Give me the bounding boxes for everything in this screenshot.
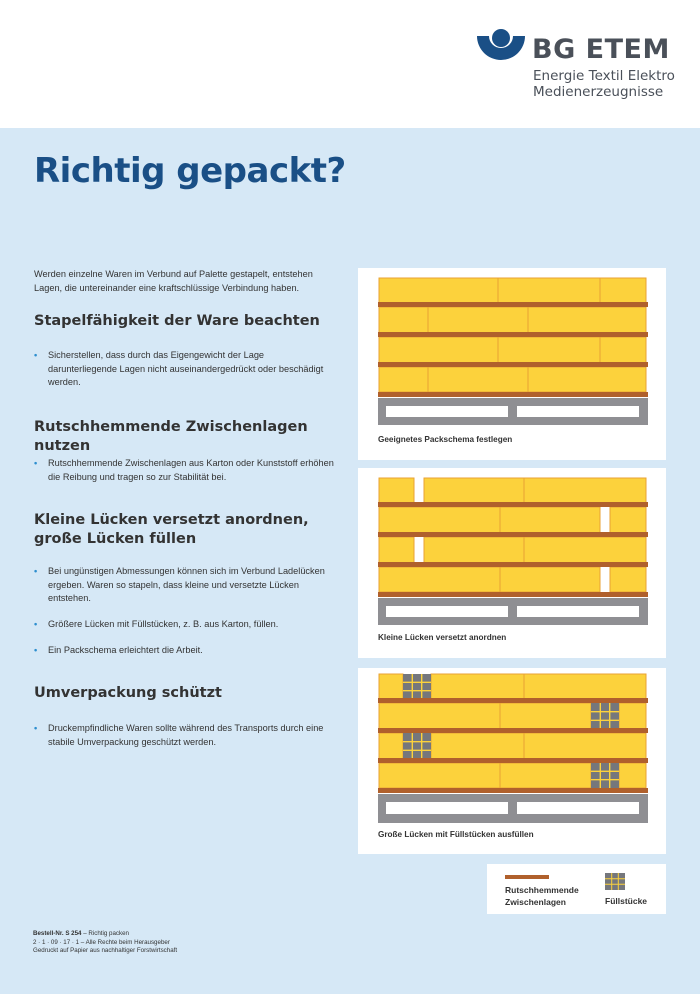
figure-caption-1: Geeignetes Packschema festlegen (378, 435, 513, 444)
filler-piece (403, 733, 431, 759)
package-box (379, 763, 500, 788)
figure-large-gaps (358, 668, 666, 854)
footer-order-number: Bestell-Nr. S 254 (33, 930, 82, 937)
figure-small-gaps (358, 468, 666, 658)
package-box (610, 567, 646, 592)
package-box (379, 674, 403, 699)
heading-packaging: Umverpackung schützt (34, 685, 222, 701)
heading-stacking: Stapelfähigkeit der Ware beachten (34, 313, 320, 329)
package-box (524, 674, 646, 699)
package-box (379, 507, 500, 533)
package-box (428, 367, 528, 392)
package-box (428, 307, 528, 333)
bullet-interlayers: • Rutschhemmende Zwischenlagen aus Karton oder Kunststoff erhöhen die Reibung und tragen so zur Stabilität bei. (34, 457, 334, 484)
brand-subtitle-line1: Energie Textil Elektro (533, 68, 675, 84)
bg-etem-logo-icon (476, 29, 528, 69)
package-box (500, 703, 591, 729)
filler-piece (403, 674, 431, 699)
footer-order-line (33, 930, 177, 939)
anti-slip-interlayer (378, 502, 648, 507)
bullet-gaps-3: • Ein Packschema erleichtert die Arbeit. (34, 644, 334, 658)
anti-slip-interlayer (378, 788, 648, 793)
figure-packing-scheme (358, 268, 666, 460)
package-box (500, 567, 600, 592)
bullet-stacking: • Sicherstellen, dass durch das Eigengewicht der Lage darunterliegende Lagen nicht auseinandergedrückt oder beschädigt werden. (34, 349, 334, 390)
interlayer-legend-swatch (505, 875, 549, 879)
package-box (500, 507, 600, 533)
package-box (379, 337, 498, 363)
package-box (424, 537, 524, 563)
package-box (379, 478, 414, 503)
anti-slip-interlayer (378, 532, 648, 537)
figure-caption-2: Kleine Lücken versetzt anordnen (378, 633, 507, 642)
heading-interlayers: Rutschhemmende Zwischenlagen nutzen (34, 419, 308, 454)
package-box (424, 478, 524, 503)
anti-slip-interlayer (378, 392, 648, 397)
package-box (528, 307, 646, 333)
page-title: Richtig gepackt? (34, 151, 346, 191)
anti-slip-interlayer (378, 332, 648, 337)
legend (487, 864, 666, 914)
header (0, 0, 700, 128)
package-box (498, 337, 600, 363)
bullet-gaps-2: • Größere Lücken mit Füllstücken, z. B. aus Karton, füllen. (34, 618, 334, 632)
package-box (600, 337, 646, 363)
package-box (379, 733, 403, 759)
footer-order-title: – Richtig packen (81, 930, 129, 937)
pallet-illustration-3 (358, 668, 666, 854)
package-box (431, 733, 524, 759)
anti-slip-interlayer (378, 562, 648, 567)
package-box (379, 278, 498, 303)
anti-slip-interlayer (378, 302, 648, 307)
package-box (524, 537, 646, 563)
package-box (431, 674, 524, 699)
package-box (619, 703, 646, 729)
bullet-gaps-1: • Bei ungünstigen Abmessungen können sich im Verbund Ladelücken ergeben. Waren so stapeln, dass kleine und versetzte Lücken entstehen. (34, 565, 334, 606)
filler-piece (591, 763, 619, 788)
bullet-packaging: • Druckempfindliche Waren sollte während des Transports durch eine stabile Umverpackung geschützt werden. (34, 722, 334, 749)
intro-text: Werden einzelne Waren im Verbund auf Palette gestapelt, entstehen Lagen, die untereinander eine kraftschlüssige Verbindung haben. (34, 269, 313, 293)
footer (33, 930, 177, 956)
anti-slip-interlayer (378, 698, 648, 703)
package-box (379, 567, 500, 592)
package-box (600, 278, 646, 303)
anti-slip-interlayer (378, 362, 648, 367)
figure-caption-3: Große Lücken mit Füllstücken ausfüllen (378, 830, 534, 839)
footer-paper-note: Gedruckt auf Papier aus nachhaltiger Forstwirtschaft (33, 947, 178, 954)
filler-grid-icon (605, 873, 625, 890)
package-box (610, 507, 646, 533)
package-box (379, 703, 500, 729)
anti-slip-interlayer (378, 592, 648, 597)
footer-rights: 2 · 1 · 09 · 17 · 1 – Alle Rechte beim Herausgeber (33, 938, 170, 946)
anti-slip-interlayer (378, 758, 648, 763)
pallet-illustration-2 (358, 468, 666, 658)
package-box (524, 733, 646, 759)
filler-piece (591, 703, 619, 729)
package-box (528, 367, 646, 392)
legend-interlayer-label: Rutschhemmende Zwischenlagen (505, 885, 579, 907)
package-box (379, 537, 414, 563)
package-box (524, 478, 646, 503)
anti-slip-interlayer (378, 728, 648, 733)
package-box (619, 763, 646, 788)
brand-name: BG ETEM (532, 34, 670, 65)
package-box (500, 763, 591, 788)
heading-gaps: Kleine Lücken versetzt anordnen, große Lücken füllen (34, 512, 309, 547)
legend-filler-label: Füllstücke (605, 896, 648, 906)
package-box (379, 367, 428, 392)
pallet-illustration-1 (358, 268, 666, 460)
package-box (498, 278, 600, 303)
brand-subtitle-line2: Medienerzeugnisse (533, 84, 664, 100)
package-box (379, 307, 428, 333)
